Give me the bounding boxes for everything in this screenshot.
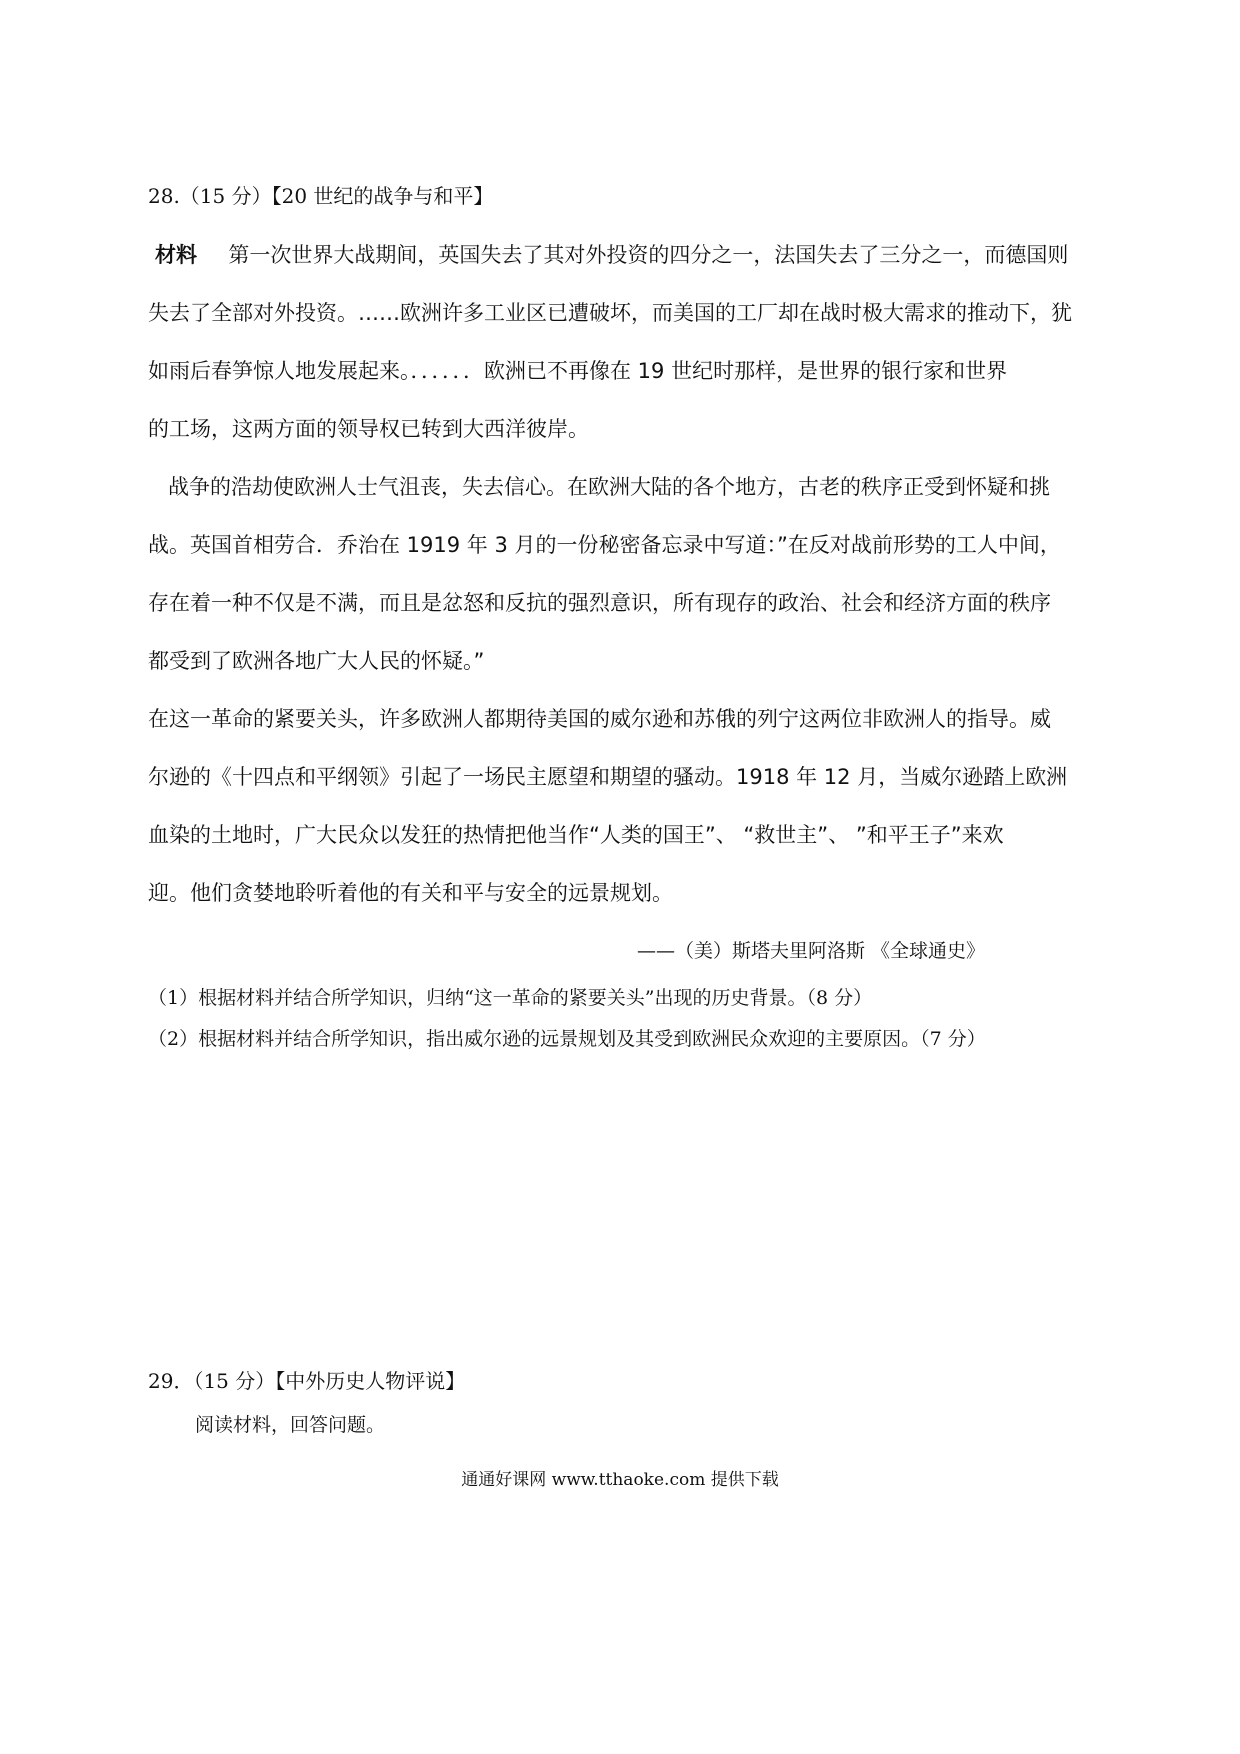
material-line-8: 都受到了欧洲各地广大人民的怀疑。” [148,649,485,673]
sub-question-2: （2）根据材料并结合所学知识，指出威尔逊的远景规划及其受到欧洲民众欢迎的主要原因。（7 分） [148,1028,986,1050]
material-line-11: 血染的土地时，广大民众以发狂的热情把他当作“人类的国王”、 “救世主”、 ”和平王子”来欢 [148,823,1004,847]
material-line-9: 在这一革命的紧要关头，许多欧洲人都期待美国的威尔逊和苏俄的列宁这两位非欧洲人的指导。威 [148,707,1051,731]
question-29-header: 29．（15 分）【中外历史人物评说】 [148,1369,466,1393]
material-line-1 [155,239,1068,269]
material-text-1: 第一次世界大战期间，英国失去了其对外投资的四分之一，法国失去了三分之一，而德国则 [228,243,1069,267]
material-line-2: 失去了全部对外投资。……欧洲许多工业区已遭破坏，而美国的工厂却在战时极大需求的推动下，犹 [148,301,1072,325]
question-28-header: 28.（15 分）【20 世纪的战争与和平】 [148,184,494,208]
material-line-5: 战争的浩劫使欧洲人士气沮丧，失去信心。在欧洲大陆的各个地方，古老的秩序正受到怀疑和挑 [168,475,1050,499]
material-line-12: 迎。他们贪婪地聆听着他的有关和平与安全的远景规划。 [148,881,673,905]
material-line-3: 如雨后春笋惊人地发展起来。．．．．．．欧洲已不再像在 19 世纪时那样，是世界的银行家和世界 [148,359,1008,383]
page-footer: 通通好课网 www.tthaoke.com 提供下载 [461,1470,779,1490]
question-29-instruction: 阅读材料，回答问题。 [195,1414,386,1436]
material-line-10: 尔逊的《十四点和平纲领》引起了一场民主愿望和期望的骚动。1918 年 12 月，当威尔逊踏上欧洲 [148,765,1068,789]
material-label: 材料 [155,243,197,267]
material-line-4: 的工场，这两方面的领导权已转到大西洋彼岸。 [148,417,589,441]
material-line-6: 战。英国首相劳合．乔治在 1919 年 3 月的一份秘密备忘录中写道：”在反对战前形势的工人中间， [148,533,1061,557]
material-line-7: 存在着一种不仅是不满，而且是忿怒和反抗的强烈意识，所有现存的政治、社会和经济方面的秩序 [148,591,1051,615]
sub-question-1: （1）根据材料并结合所学知识，归纳“这一革命的紧要关头”出现的历史背景。（8 分） [148,987,873,1009]
material-source: ——（美）斯塔夫里阿洛斯 《全球通史》 [637,940,986,962]
